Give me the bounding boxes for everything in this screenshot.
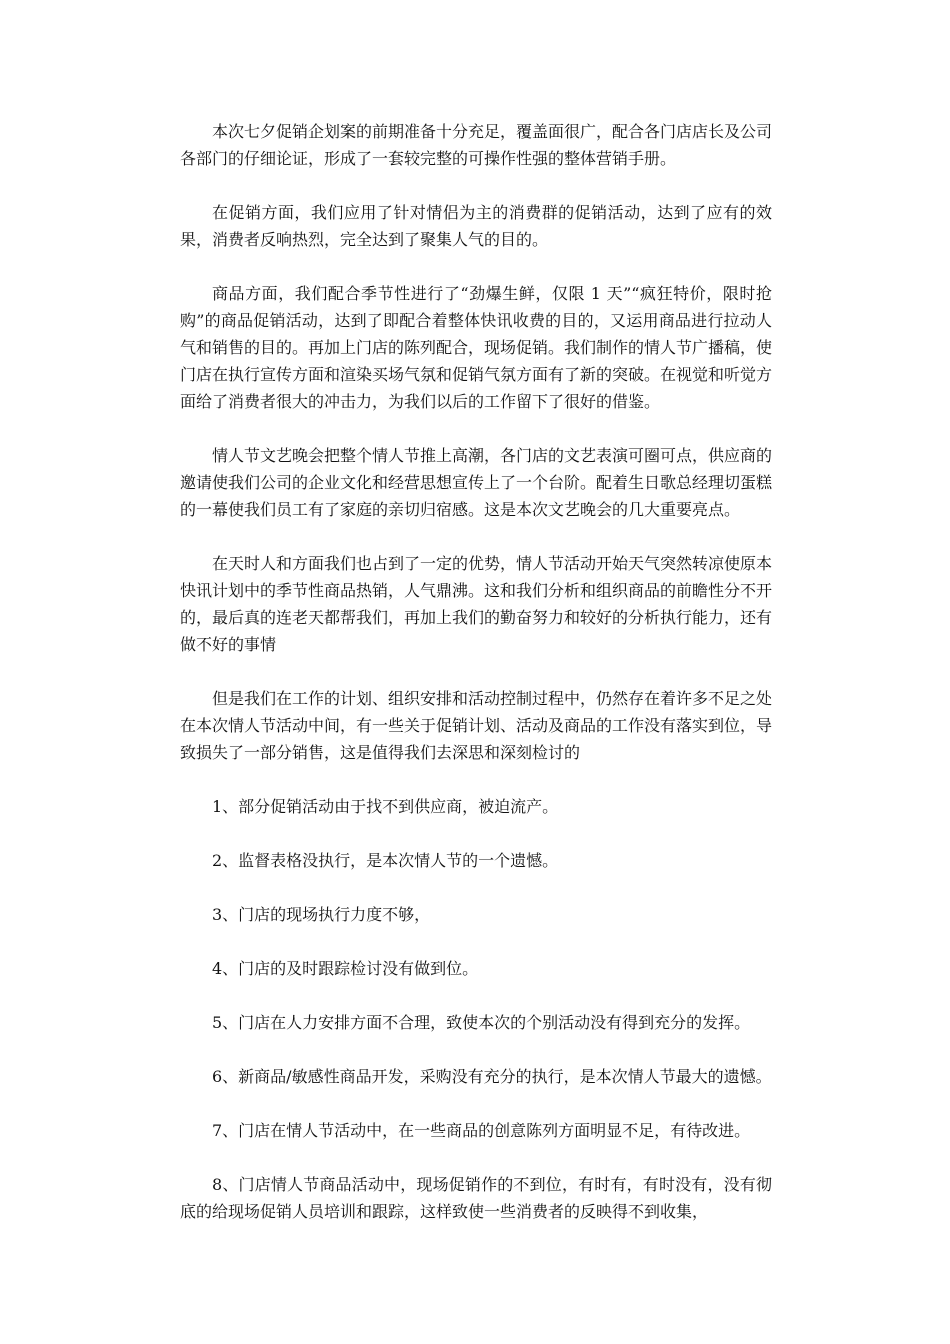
paragraph-promotion: 在促销方面，我们应用了针对情侣为主的消费群的促销活动，达到了应有的效果，消费者反响热烈，完全达到了聚集人气的目的。	[180, 203, 772, 249]
paragraph-merchandise: 商品方面，我们配合季节性进行了“劲爆生鲜，仅限 1 天”“疯狂特价，限时抢购”的商品促销活动，达到了即配合着整体快讯收费的目的，又运用商品进行拉动人气和销售的目的。再加上门店的陈列配合，现场促销。我们制作的情人节广播稿，使门店在执行宣传方面和渲染买场气氛和促销气氛方面有了新的突破。在视觉和听觉方面给了消费者很大的冲击力，为我们以后的工作留下了很好的借鉴。	[180, 284, 773, 411]
list-item-5: 5、门店在人力安排方面不合理，致使本次的个别活动没有得到充分的发挥。	[212, 1013, 751, 1032]
paragraph-intro: 本次七夕促销企划案的前期准备十分充足，覆盖面很广，配合各门店店长及公司各部门的仔细论证，形成了一套较完整的可操作性强的整体营销手册。	[180, 122, 773, 168]
document-body	[180, 118, 772, 1225]
paragraph-gala: 情人节文艺晚会把整个情人节推上高潮，各门店的文艺表演可圈可点，供应商的邀请使我们公司的企业文化和经营思想宣传上了一个台阶。配着生日歌总经理切蛋糕的一幕使我们员工有了家庭的亲切归宿感。这是本次文艺晚会的几大重要亮点。	[180, 446, 773, 519]
list-item-8: 8、门店情人节商品活动中，现场促销作的不到位，有时有，有时没有，没有彻底的给现场促销人员培训和跟踪，这样致使一些消费者的反映得不到收集，	[180, 1175, 772, 1221]
paragraph-advantage: 在天时人和方面我们也占到了一定的优势，情人节活动开始天气突然转凉使原本快讯计划中的季节性商品热销，人气鼎沸。这和我们分析和组织商品的前瞻性分不开的，最后真的连老天都帮我们，再加上我们的勤奋努力和较好的分析执行能力，还有做不好的事情	[180, 554, 773, 654]
list-item-4: 4、门店的及时跟踪检讨没有做到位。	[212, 959, 479, 978]
paragraph-shortcomings: 但是我们在工作的计划、组织安排和活动控制过程中，仍然存在着许多不足之处在本次情人节活动中间，有一些关于促销计划、活动及商品的工作没有落实到位，导致损失了一部分销售，这是值得我们去深思和深刻检讨的	[180, 689, 773, 762]
list-item-7: 7、门店在情人节活动中，在一些商品的创意陈列方面明显不足，有待改进。	[212, 1121, 751, 1140]
list-item-6: 6、新商品/敏感性商品开发，采购没有充分的执行，是本次情人节最大的遗憾。	[212, 1067, 772, 1086]
list-item-1: 1、部分促销活动由于找不到供应商，被迫流产。	[212, 797, 559, 816]
list-item-3: 3、门店的现场执行力度不够，	[212, 905, 431, 924]
list-item-2: 2、监督表格没执行，是本次情人节的一个遗憾。	[212, 851, 559, 870]
